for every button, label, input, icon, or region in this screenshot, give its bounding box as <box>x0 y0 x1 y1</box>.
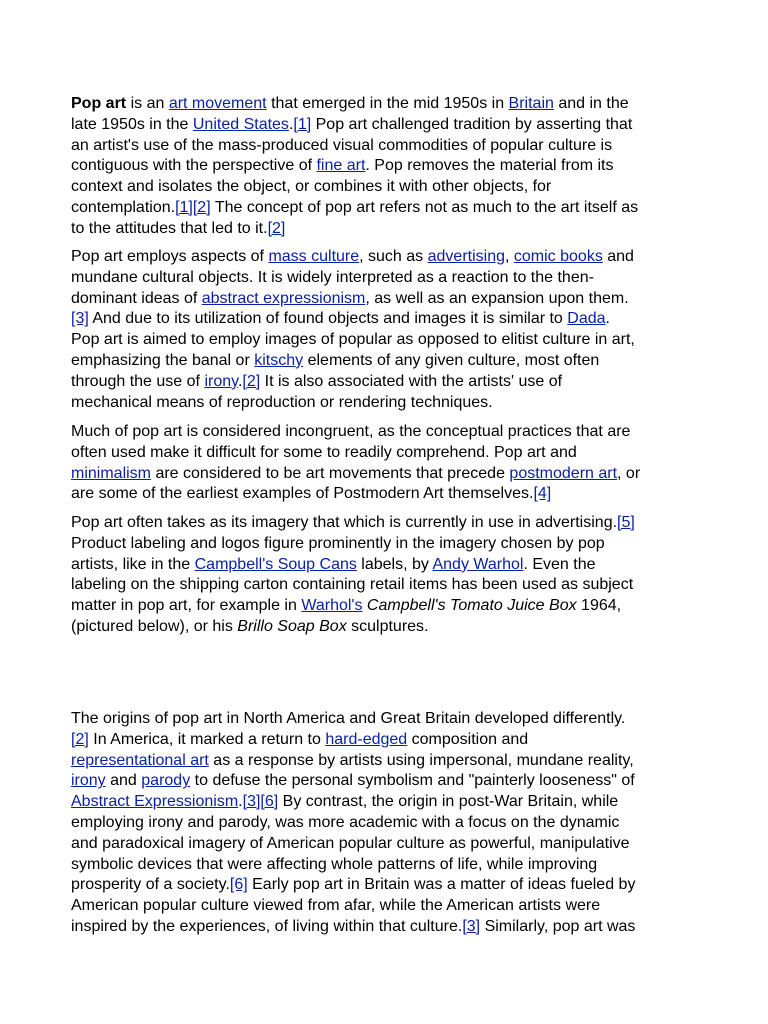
text-line: matter in pop art, for example in Warhol's Campbell's Tomato Juice Box 1964, <box>71 597 622 615</box>
text-line: an artist's use of the mass-produced visual commodities of popular culture is <box>71 136 613 154</box>
link-dada[interactable]: Dada <box>567 310 606 328</box>
text-line: artists, like in the Campbell's Soup Cans labels, by Andy Warhol. Even the <box>71 555 596 573</box>
text-line: dominant ideas of abstract expressionism, as well as an expansion upon them. <box>71 289 629 307</box>
text-line: to the attitudes that led to it.[2] <box>71 219 286 237</box>
link-mass-culture[interactable]: mass culture <box>268 248 360 265</box>
link-kitschy[interactable]: kitschy <box>254 351 304 369</box>
text-line: Pop art is aimed to employ images of popular as opposed to elitist culture in art, <box>71 331 635 349</box>
text-line: through the use of irony.[2] It is also associated with the artists' use of <box>71 372 563 390</box>
link-irony[interactable]: irony <box>71 772 106 790</box>
link-britain[interactable]: Britain <box>508 95 554 112</box>
link-hard-edged[interactable]: hard-edged <box>325 730 408 748</box>
paragraph-mass-culture <box>71 247 711 413</box>
text-line: emphasizing the banal or kitschy elements of any given culture, most often <box>71 351 600 369</box>
citation-link[interactable]: [4] <box>533 485 552 503</box>
text-line: mechanical means of reproduction or rendering techniques. <box>71 393 493 411</box>
citation-link[interactable]: [2] <box>242 372 261 390</box>
citation-link[interactable]: [3] <box>71 310 89 328</box>
text-line: American popular culture viewed from afar, while the American artists were <box>71 897 601 915</box>
bold-term: Pop art <box>71 95 127 112</box>
citation-link[interactable]: [5] <box>617 514 635 531</box>
link-advertising[interactable]: advertising <box>427 248 505 265</box>
citation-link[interactable]: [2] <box>71 730 89 748</box>
link-abstract-expressionism[interactable]: abstract expressionism <box>201 289 366 307</box>
link-comic-books[interactable]: comic books <box>513 248 603 265</box>
italic-title: Brillo Soap Box <box>237 617 347 635</box>
text-line: (pictured below), or his Brillo Soap Box sculptures. <box>71 617 429 635</box>
link-fine-art[interactable]: fine art <box>316 157 366 175</box>
citation-link[interactable]: [3] <box>462 917 481 935</box>
text-line: minimalism are considered to be art movements that precede postmodern art, or <box>71 464 641 482</box>
text-line: [2] In America, it marked a return to hard-edged composition and <box>71 730 529 748</box>
text-line: Pop art often takes as its imagery that which is currently in use in advertising.[5] <box>71 514 635 531</box>
citation-link[interactable]: [2] <box>267 219 286 237</box>
text-line: Abstract Expressionism.[3][6] By contrast, the origin in post-War Britain, while <box>71 793 619 811</box>
paragraph-incongruent <box>71 422 711 505</box>
paragraph-origins <box>71 709 711 938</box>
link-art-movement[interactable]: art movement <box>168 95 267 112</box>
link-united-states[interactable]: United States <box>192 115 289 133</box>
link-minimalism[interactable]: minimalism <box>71 464 151 482</box>
italic-title: Campbell's Tomato Juice Box <box>366 597 577 615</box>
text-line: irony and parody to defuse the personal symbolism and "painterly looseness" of <box>71 772 635 790</box>
text-line: and paradoxical imagery of American popular culture as powerful, manipulative <box>71 834 630 852</box>
text-line: context and isolates the object, or combines it with other objects, for <box>71 178 552 196</box>
text-line: Product labeling and logos figure prominently in the imagery chosen by pop <box>71 534 605 552</box>
text-line: contemplation.[1][2] The concept of pop art refers not as much to the art itself as <box>71 198 639 216</box>
link-abstract-expressionism[interactable]: Abstract Expressionism <box>71 793 239 811</box>
citation-link[interactable]: [2] <box>192 198 211 216</box>
text-line: inspired by the experiences, of living within that culture.[3] Similarly, pop art was <box>71 917 636 935</box>
text-line: are some of the earliest examples of Postmodern Art themselves.[4] <box>71 485 552 503</box>
citation-link[interactable]: [6] <box>229 876 248 894</box>
text-line: prosperity of a society.[6] Early pop art in Britain was a matter of ideas fueled by <box>71 876 636 894</box>
text-line: The origins of pop art in North America and Great Britain developed differently. <box>71 710 626 727</box>
text-line: symbolic devices that were affecting whole patterns of life, while improving <box>71 855 598 873</box>
text-line: often used make it difficult for some to readily comprehend. Pop art and <box>71 443 577 461</box>
link-irony[interactable]: irony <box>204 372 238 390</box>
text-line: late 1950s in the United States.[1] Pop art challenged tradition by asserting that <box>71 115 633 133</box>
text-line: [3] And due to its utilization of found objects and images it is similar to Dada. <box>71 310 610 328</box>
citation-link[interactable]: [3] <box>242 793 261 811</box>
text-line: labeling on the shipping carton containing retail items has been used as subject <box>71 576 634 594</box>
text-line: employing irony and parody, was more academic with a focus on the dynamic <box>71 813 620 831</box>
link-representational-art[interactable]: representational art <box>71 751 209 769</box>
link-andy-warhol[interactable]: Andy Warhol <box>432 555 524 573</box>
text-line: contiguous with the perspective of fine art. Pop removes the material from its <box>71 157 614 175</box>
text-line: mundane cultural objects. It is widely interpreted as a reaction to the then- <box>71 268 594 286</box>
text-line: Pop art employs aspects of mass culture, such as advertising, comic books and <box>71 248 634 265</box>
link-campbells-soup-cans[interactable]: Campbell's Soup Cans <box>194 555 357 573</box>
text-line: representational art as a response by artists using impersonal, mundane reality, <box>71 751 634 769</box>
paragraph-imagery <box>71 513 711 638</box>
link-postmodern-art[interactable]: postmodern art <box>509 464 618 482</box>
text-line: Pop art is an art movement that emerged in the mid 1950s in Britain and in the <box>71 95 629 112</box>
text-line: Much of pop art is considered incongruent, as the conceptual practices that are <box>71 423 631 440</box>
citation-link[interactable]: [1] <box>175 198 193 216</box>
paragraph-intro <box>71 94 711 240</box>
citation-link[interactable]: [1] <box>293 115 312 133</box>
link-warhols[interactable]: Warhol's <box>301 597 363 615</box>
link-parody[interactable]: parody <box>141 772 191 790</box>
citation-link[interactable]: [6] <box>260 793 279 811</box>
